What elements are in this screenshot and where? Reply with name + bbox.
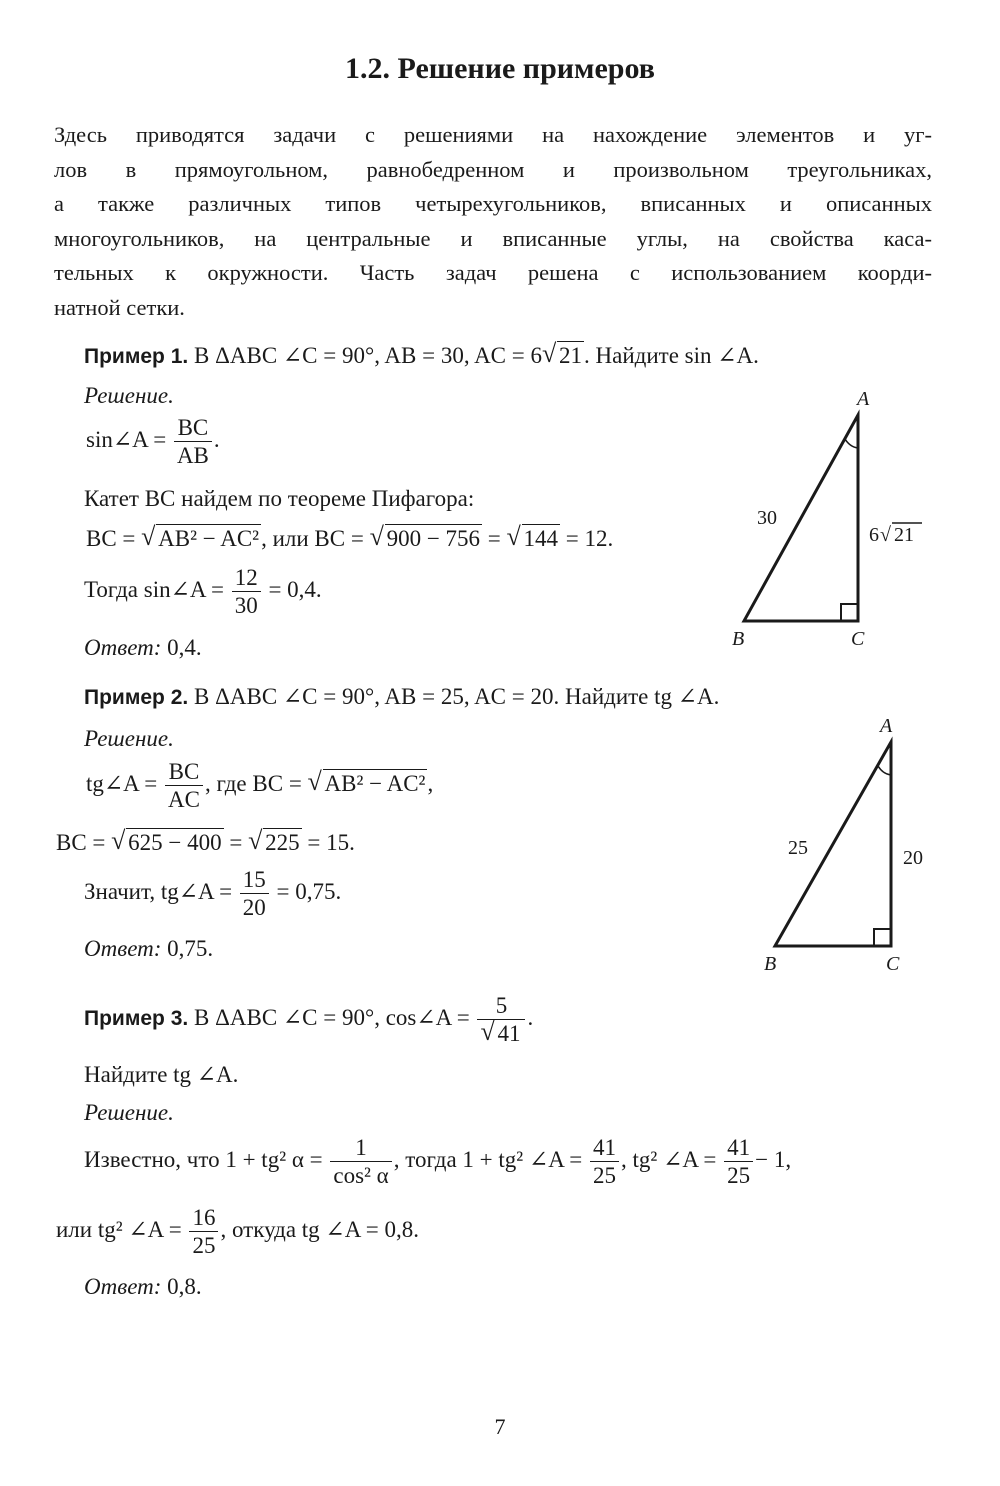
example-3-step-2: или tg² ∠A = $\frac{16}{25}$ , откуда tg ∠A = 0,8. xyxy=(56,1205,420,1258)
example-3-step-1: Известно, что 1 + tg² α = $\frac{1}{\text{cos² α}}$ , тогда 1 + tg² ∠A = $\frac{41}{25}$ , tg² ∠A = $\frac{41}{25}$ − 1, xyxy=(84,1135,792,1188)
example-1-step-3: BC = √ AB² − AC², или BC = √ 900 − 756 = √ 144 = 12. xyxy=(86,524,613,554)
example-3-label: Пример 3. xyxy=(84,1006,189,1030)
fraction: $\frac{1}{\text{cos² α}}$ xyxy=(330,1134,391,1189)
vertex-b-label: B xyxy=(764,953,777,975)
vertex-a-label: A xyxy=(880,715,893,737)
intro-line: натной сетки. xyxy=(54,294,185,320)
fraction: $\frac{BC}{AC}$ xyxy=(165,758,203,813)
fraction: $\frac{BC}{AB}$ xyxy=(174,414,212,469)
right-angle-mark xyxy=(874,929,891,946)
vertex-c-label: C xyxy=(886,953,900,975)
example-2-statement xyxy=(84,682,719,713)
example-1-label: Пример 1. xyxy=(84,345,189,368)
example-2-label: Пример 2. xyxy=(84,686,189,709)
example-1-solution-label: Решение. xyxy=(84,383,174,408)
example-1-step-1: sin∠A = $\frac{BC}{AB}$ . xyxy=(86,415,220,468)
intro-line: тельных к окружности. Часть задач решена с использованием коорди- xyxy=(54,260,932,286)
example-2-step-1: tg∠A = $\frac{BC}{AC}$ , где BC = √ AB² − AC², xyxy=(86,758,433,813)
sqrt-expression: √ 900 − 756 xyxy=(370,524,482,554)
page-number: 7 xyxy=(494,1414,506,1439)
example-3-statement: Пример 3. В ΔABC ∠C = 90°, cos∠A = 5 √ 41 . xyxy=(84,992,533,1047)
example-3-solution-label: Решение. xyxy=(84,1100,174,1125)
sqrt-expression: √ AB² − AC² xyxy=(141,524,261,554)
page-title: 1.2. Решение примеров xyxy=(345,52,655,85)
hypotenuse-label: 30 xyxy=(757,507,777,529)
leg-label: 20 xyxy=(903,847,923,869)
fraction: $\frac{41}{25}$ xyxy=(724,1134,753,1189)
fraction: 5 √ 41 xyxy=(477,992,525,1047)
sqrt-expression: √ 625 − 400 xyxy=(111,828,223,858)
example-1-step-4: Тогда sin∠A = $\frac{12}{30}$ = 0,4. xyxy=(84,565,322,618)
fraction: $\frac{12}{30}$ xyxy=(232,564,261,619)
intro-paragraph xyxy=(54,118,932,326)
hypotenuse-label: 25 xyxy=(788,837,808,859)
intro-line: лов в прямоугольном, равнобедренном и произвольном треугольниках, xyxy=(54,156,932,182)
sqrt-21: √ 21 xyxy=(542,341,584,371)
example-1-question: . Найдите sin ∠A. xyxy=(584,343,759,368)
example-1-statement xyxy=(84,341,759,372)
example-1-condition: В ΔABC ∠C = 90°, AB = 30, AC = 6 xyxy=(193,343,542,368)
example-2-solution-label: Решение. xyxy=(84,726,174,751)
example-2-step-3: Значит, tg∠A = $\frac{15}{20}$ = 0,75. xyxy=(84,867,342,920)
svg-text:21: 21 xyxy=(894,524,914,546)
leg-label xyxy=(869,523,922,546)
fraction: $\frac{15}{20}$ xyxy=(240,866,269,921)
triangle-figure-1 xyxy=(720,385,950,655)
fraction: $\frac{16}{25}$ xyxy=(189,1204,218,1259)
fraction: $\frac{41}{25}$ xyxy=(590,1134,619,1189)
svg-text:6: 6 xyxy=(869,524,879,546)
vertex-a-label: A xyxy=(857,388,870,410)
example-2-condition: В ΔABC ∠C = 90°, AB = 25, AC = 20. Найдите tg ∠A. xyxy=(193,684,720,709)
sqrt-symbol: √ xyxy=(880,524,891,546)
sqrt-expression: √ AB² − AC² xyxy=(308,769,428,799)
sqrt-expression: √ 144 xyxy=(507,524,561,554)
example-3-condition: В ΔABC ∠C = 90°, cos∠A = xyxy=(193,1004,470,1030)
vertex-b-label: B xyxy=(732,628,745,650)
sqrt-expression: √ 225 xyxy=(248,828,302,858)
intro-line: многоугольников, на центральные и вписанные углы, на свойства каса- xyxy=(54,225,932,251)
example-2-answer: Ответ: 0,75. xyxy=(84,936,214,961)
intro-line: а также различных типов четырехугольников, вписанных и описанных xyxy=(54,191,932,217)
triangle-figure-2 xyxy=(750,712,950,982)
vertex-c-label: C xyxy=(851,628,865,650)
example-3-answer: Ответ: 0,8. xyxy=(84,1274,202,1299)
intro-line: Здесь приводятся задачи с решениями на нахождение элементов и уг- xyxy=(54,122,932,147)
angle-arc xyxy=(845,439,858,448)
example-2-step-2: BC = √ 625 − 400 = √ 225 = 15. xyxy=(56,828,355,858)
example-1-step-2: Катет BC найдем по теореме Пифагора: xyxy=(84,486,475,511)
right-angle-mark xyxy=(841,604,858,621)
angle-arc xyxy=(878,766,891,775)
example-1-answer: Ответ: 0,4. xyxy=(84,635,202,660)
example-3-question: Найдите tg ∠A. xyxy=(84,1062,239,1087)
